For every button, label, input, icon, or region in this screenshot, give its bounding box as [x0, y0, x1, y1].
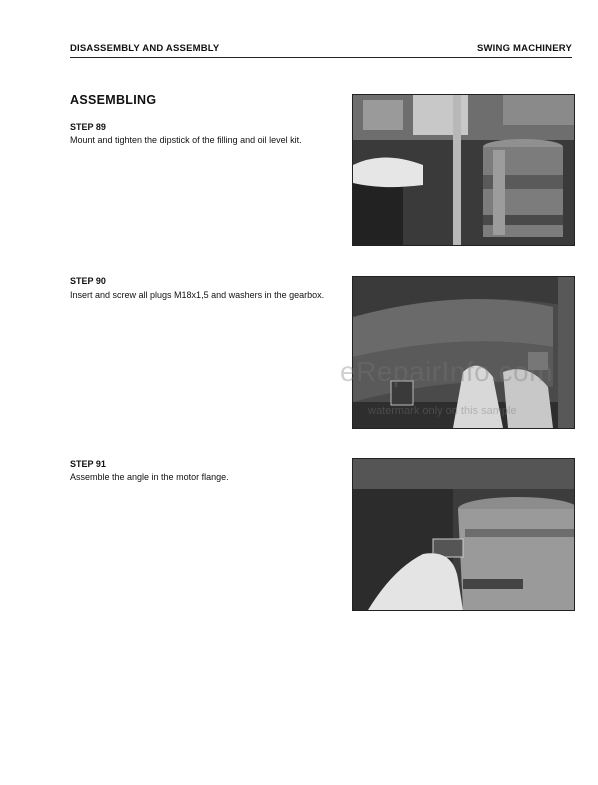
step-89-text: Mount and tighten the dipstick of the filling and oil level kit.: [70, 135, 302, 145]
page-header-right: SWING MACHINERY: [476, 43, 572, 54]
step-90-text: Insert and screw all plugs M18x1,5 and washers in the gearbox.: [70, 290, 325, 300]
page-header-left: DISASSEMBLY AND ASSEMBLY: [70, 43, 220, 54]
step-91-photo: [352, 458, 575, 611]
step-89-photo: [352, 94, 575, 246]
header-rule: [70, 57, 572, 58]
watermark-text: eRepairInfo.com: [340, 356, 553, 387]
step-91-title: STEP 91: [70, 459, 106, 469]
section-title: ASSEMBLING: [70, 93, 157, 107]
step-90-title: STEP 90: [70, 276, 106, 286]
step-91-text: Assemble the angle in the motor flange.: [70, 472, 229, 482]
step-89-title: STEP 89: [70, 122, 106, 132]
watermark-subtext: watermark only on this sample: [368, 405, 517, 417]
